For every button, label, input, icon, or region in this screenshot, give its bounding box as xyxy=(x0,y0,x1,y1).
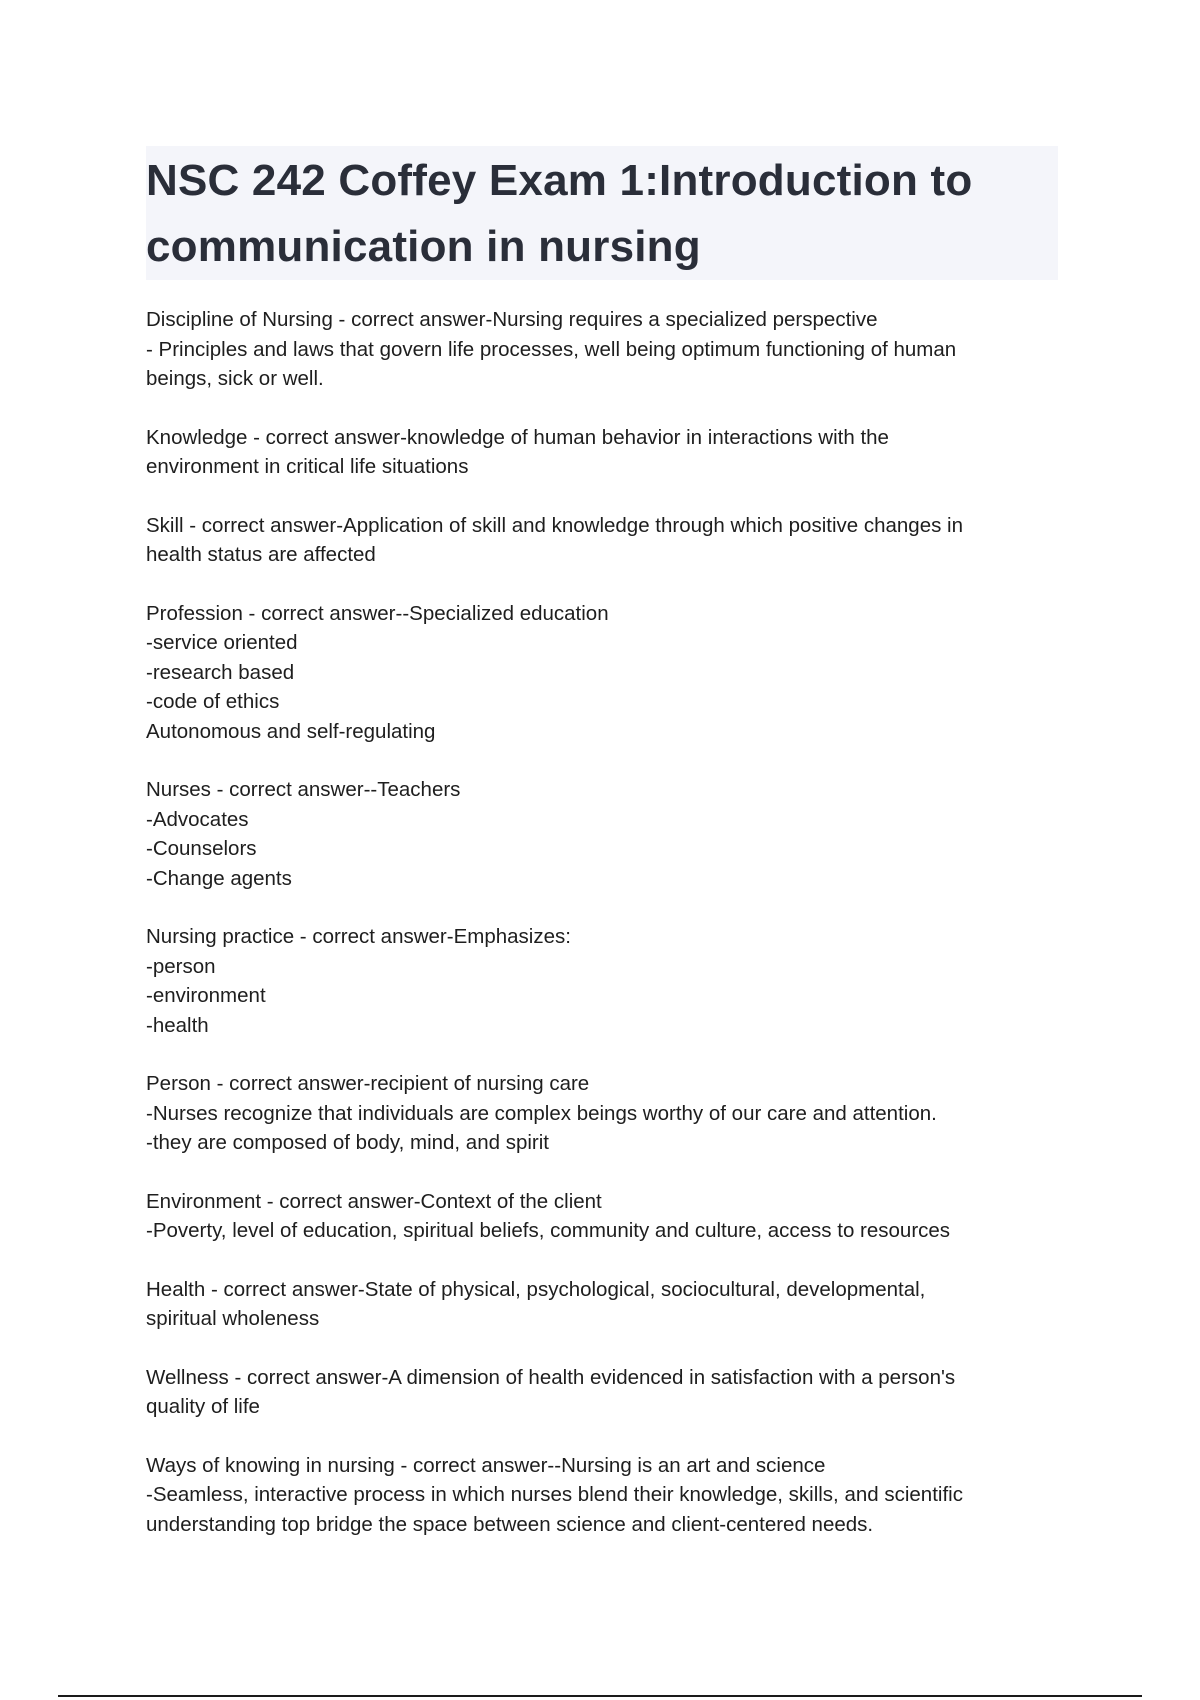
entry-line: -Poverty, level of education, spiritual beliefs, community and culture, access to resources xyxy=(146,1219,951,1242)
entry-line: Knowledge - correct answer-knowledge of human behavior in interactions with the xyxy=(146,425,889,449)
entry-line: -service oriented xyxy=(146,631,298,654)
entry-line: -Nurses recognize that individuals are complex beings worthy of our care and attention. xyxy=(146,1101,937,1125)
entry-line: Nursing practice - correct answer-Emphasizes: xyxy=(146,925,571,948)
entry-line: -they are composed of body, mind, and spirit xyxy=(146,1131,549,1154)
entry-line: Ways of knowing in nursing - correct answer--Nursing is an art and science xyxy=(146,1453,826,1477)
flashcard-entry xyxy=(146,922,1046,1040)
entry-line: health status are affected xyxy=(146,543,376,566)
entry-line: -code of ethics xyxy=(146,690,280,713)
flashcard-entry xyxy=(146,1363,1046,1422)
entry-line: Discipline of Nursing - correct answer-Nursing requires a specialized perspective xyxy=(146,308,878,331)
flashcard-entry xyxy=(146,1451,1046,1540)
footer-divider xyxy=(58,1695,1142,1697)
entry-line: Wellness - correct answer-A dimension of health evidenced in satisfaction with a person's xyxy=(146,1365,956,1389)
entry-line: Health - correct answer-State of physical, psychological, sociocultural, developmental, xyxy=(146,1277,926,1301)
entry-line: beings, sick or well. xyxy=(146,367,324,390)
flashcard-entry xyxy=(146,511,1046,570)
flashcard-list xyxy=(146,305,1046,1568)
entry-line: Environment - correct answer-Context of the client xyxy=(146,1189,602,1213)
entry-line: -Counselors xyxy=(146,837,257,860)
entry-line: Nurses - correct answer--Teachers xyxy=(146,778,461,801)
flashcard-entry xyxy=(146,775,1046,893)
entry-line: -person xyxy=(146,954,216,978)
flashcard-entry xyxy=(146,305,1046,394)
entry-line: -Advocates xyxy=(146,807,249,831)
title-banner xyxy=(146,146,1058,280)
entry-line: -environment xyxy=(146,984,266,1007)
page-title xyxy=(146,148,1058,280)
flashcard-entry xyxy=(146,1275,1046,1334)
entry-line: understanding top bridge the space between science and client-centered needs. xyxy=(146,1512,874,1536)
page-title-line: NSC 242 Coffey Exam 1:Introduction to xyxy=(146,156,973,205)
flashcard-entry xyxy=(146,423,1046,482)
entry-line: Autonomous and self-regulating xyxy=(146,719,436,743)
entry-line: quality of life xyxy=(146,1395,260,1418)
entry-line: -Change agents xyxy=(146,866,292,890)
entry-line: Person - correct answer-recipient of nursing care xyxy=(146,1072,590,1095)
entry-line: Profession - correct answer--Specialized education xyxy=(146,601,609,625)
entry-line: -research based xyxy=(146,660,295,684)
entry-line: spiritual wholeness xyxy=(146,1307,320,1330)
entry-line: Skill - correct answer-Application of skill and knowledge through which positive changes in xyxy=(146,513,963,537)
page-title-line: communication in nursing xyxy=(146,222,701,271)
flashcard-entry xyxy=(146,599,1046,747)
flashcard-entry xyxy=(146,1187,1046,1246)
entry-line: environment in critical life situations xyxy=(146,455,469,478)
entry-line: - Principles and laws that govern life processes, well being optimum functioning of human xyxy=(146,337,957,361)
entry-line: -health xyxy=(146,1013,209,1037)
flashcard-entry xyxy=(146,1069,1046,1158)
entry-line: -Seamless, interactive process in which nurses blend their knowledge, skills, and scientific xyxy=(146,1483,963,1506)
